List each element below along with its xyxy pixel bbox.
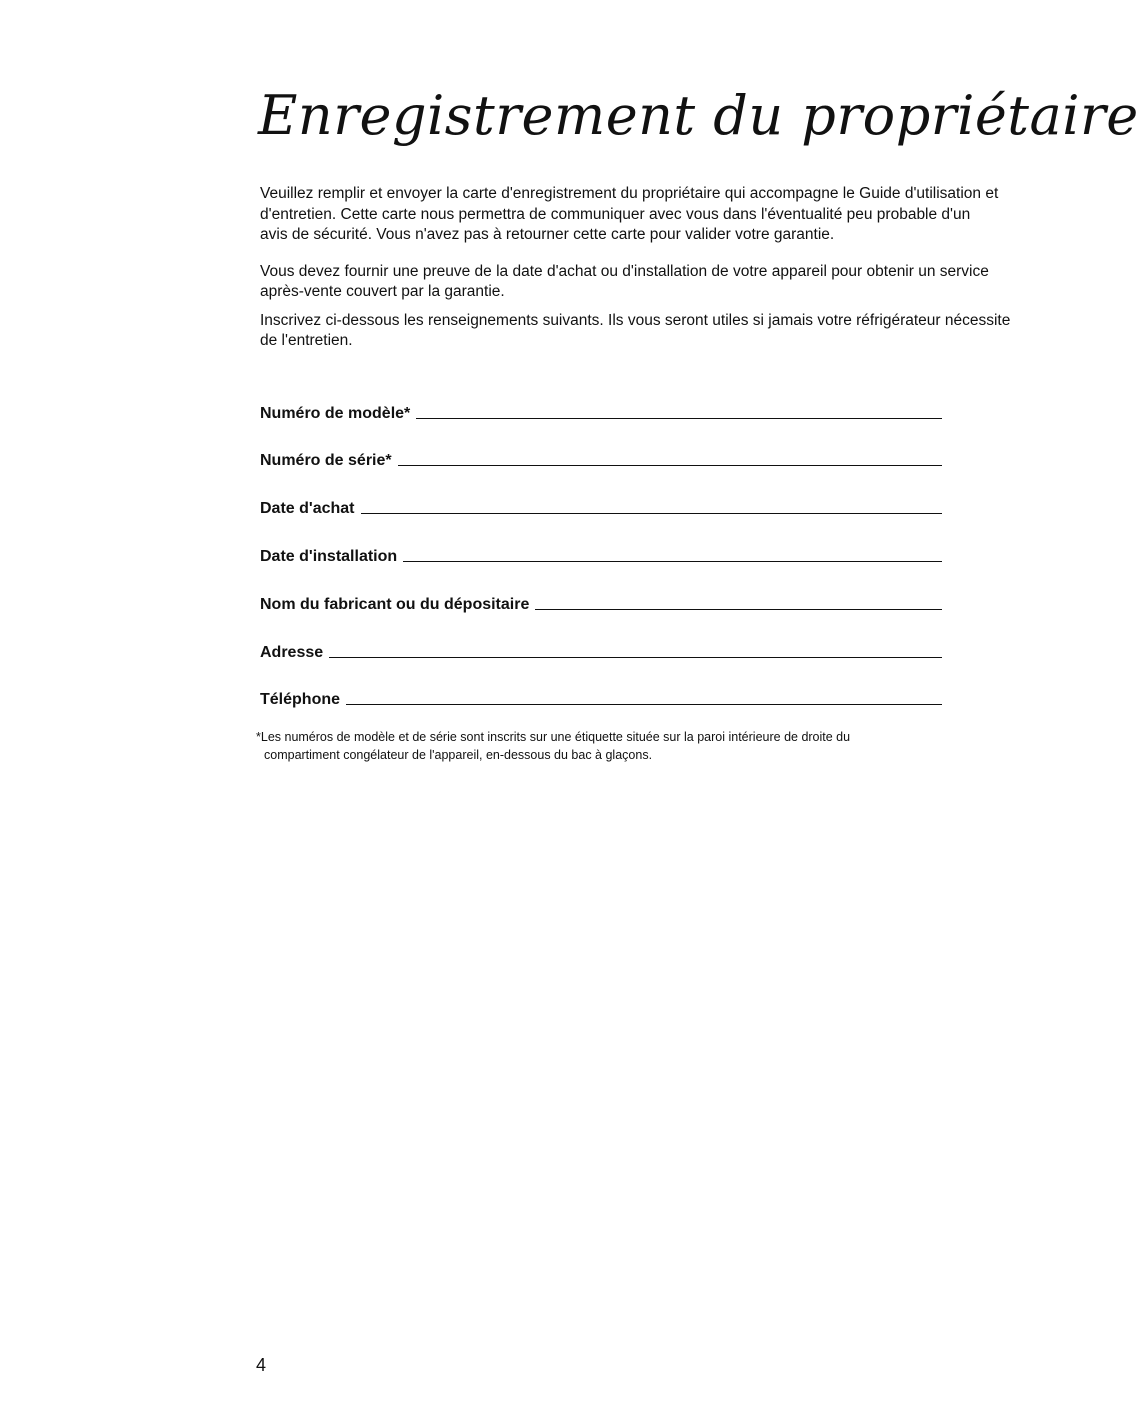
installation-date-field bbox=[260, 543, 942, 567]
dealer-name-label: Nom du fabricant ou du dépositaire bbox=[260, 596, 530, 613]
purchase-date-label: Date d'achat bbox=[260, 500, 355, 517]
installation-date-blank-line[interactable] bbox=[403, 545, 942, 562]
serial-number-label: Numéro de série* bbox=[260, 452, 392, 469]
dealer-name-field bbox=[260, 591, 942, 615]
intro-section bbox=[260, 184, 1020, 352]
footnote-line-2: compartiment congélateur de l'appareil, en-dessous du bac à glaçons. bbox=[264, 748, 653, 762]
address-field bbox=[260, 639, 942, 663]
phone-field bbox=[260, 686, 942, 710]
footnote bbox=[256, 728, 976, 764]
model-number-blank-line[interactable] bbox=[416, 402, 942, 419]
serial-number-field bbox=[260, 447, 942, 471]
intro-paragraph-instructions: Inscrivez ci-dessous les renseignements suivants. Ils vous seront utiles si jamais votre réfrigérateur nécessite de l'entretien. bbox=[260, 311, 1011, 349]
purchase-date-blank-line[interactable] bbox=[361, 497, 943, 514]
model-number-field bbox=[260, 400, 942, 424]
serial-number-blank-line[interactable] bbox=[398, 449, 942, 466]
page-number: 4 bbox=[256, 1355, 267, 1375]
phone-blank-line[interactable] bbox=[346, 688, 942, 705]
intro-paragraph-registration: Veuillez remplir et envoyer la carte d'enregistrement du propriétaire qui accompagne le Guide d'utilisation et d'entretien. Cette carte nous permettra de communiquer avec vous dans l'éventualité peu probable d'un avis de sécurité. Vous n'avez pas à retourner cette carte pour valider votre garantie. bbox=[260, 185, 999, 243]
installation-date-label: Date d'installation bbox=[260, 548, 398, 565]
intro-paragraph-proof: Vous devez fournir une preuve de la date d'achat ou d'installation de votre appareil pour obtenir un service après-vente couvert par la garantie. bbox=[260, 262, 989, 300]
dealer-name-blank-line[interactable] bbox=[535, 593, 942, 610]
address-label: Adresse bbox=[260, 644, 324, 661]
footnote-line-1: *Les numéros de modèle et de série sont inscrits sur une étiquette située sur la paroi intérieure de droite du bbox=[256, 730, 851, 744]
purchase-date-field bbox=[260, 495, 942, 519]
model-number-label: Numéro de modèle* bbox=[260, 405, 411, 422]
phone-label: Téléphone bbox=[260, 691, 341, 708]
address-blank-line[interactable] bbox=[329, 641, 942, 658]
page-title: Enregistrement du propriétaire bbox=[258, 84, 1139, 147]
